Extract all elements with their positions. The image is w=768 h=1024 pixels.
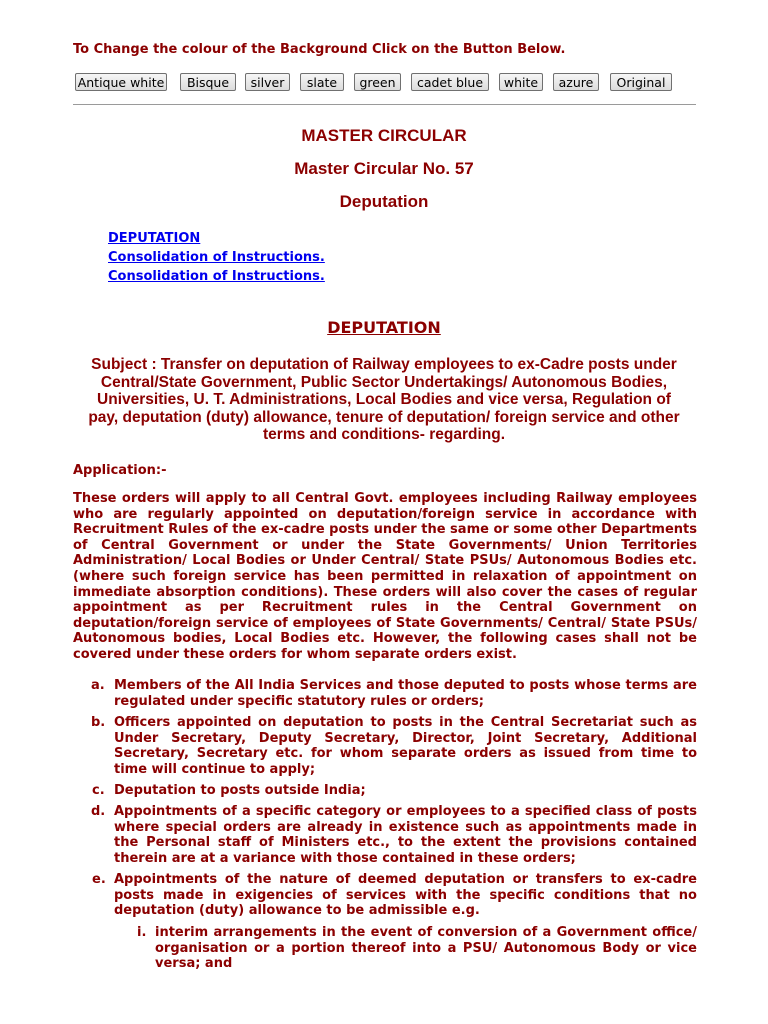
silver-button[interactable]: silver <box>245 73 290 91</box>
application-paragraph: These orders will apply to all Central Govt. employees including Railway employees who are regularly appointed on deputation/foreign service in accordance with Recruitment Rules of the ex-cadre posts under the same or some other Departments of Central Government or under the State Governments/ Union Territories Administration/ Local Bodies or Under Central/ State PSUs/ Autonomous Bodies etc. (where such foreign service has been permitted in relaxation of appointment on immediate absorption conditions). These orders will also cover the cases of regular appointment as per Recruitment rules in the Central Government on deputation/foreign service of employees of State Governments/ Central/ State PSUs/ Autonomous bodies, Local Bodies etc. However, the following cases shall not be covered under these orders for whom separate orders exist. <box>73 491 697 662</box>
subject-text: Subject : Transfer on deputation of Railway employees to ex-Cadre posts under Central/State Government, Public Sector Undertakings/ Autonomous Bodies, Universities, U. T. Administrations, Local Bodies and vice versa, Regulation of pay, deputation (duty) allowance, tenure of deputation/ foreign service and other terms and conditions- regarding. <box>88 356 680 443</box>
bisque-button[interactable]: Bisque <box>180 73 236 91</box>
sublist-marker: i. <box>137 925 147 940</box>
green-button[interactable]: green <box>354 73 401 91</box>
cadet-blue-button[interactable]: cadet blue <box>411 73 489 91</box>
slate-button[interactable]: slate <box>300 73 344 91</box>
white-button[interactable]: white <box>499 73 543 91</box>
deputation-heading: Deputation <box>339 192 429 211</box>
toc-link-consolidation-2[interactable]: Consolidation of Instructions. <box>108 269 325 284</box>
master-circular-heading: MASTER CIRCULAR <box>301 126 467 145</box>
toc-link-deputation[interactable]: DEPUTATION <box>108 231 201 246</box>
list-marker: e. <box>92 872 106 887</box>
list-item: Appointments of a specific category or employees to a specified class of posts where special orders are already in existence such as appointments made in the Personal staff of Ministers etc., to the extent the provisions contained therein are at a variance with those contained in these orders; <box>114 804 697 866</box>
list-marker: c. <box>92 783 105 798</box>
divider <box>73 104 696 105</box>
list-item: Members of the All India Services and those deputed to posts whose terms are regulated under specific statutory rules or orders; <box>114 678 697 709</box>
background-instruction: To Change the colour of the Background Click on the Button Below. <box>73 42 566 57</box>
original-button[interactable]: Original <box>610 73 672 91</box>
toc-link-consolidation-1[interactable]: Consolidation of Instructions. <box>108 250 325 265</box>
application-label: Application:- <box>73 463 167 478</box>
list-item: Officers appointed on deputation to posts in the Central Secretariat such as Under Secretary, Deputy Secretary, Director, Joint Secretary, Additional Secretary, Secretary etc. for whom separate orders as issued from time to time will continue to apply; <box>114 715 697 777</box>
azure-button[interactable]: azure <box>553 73 599 91</box>
circular-number-heading: Master Circular No. 57 <box>294 159 474 178</box>
section-title: DEPUTATION <box>327 318 441 337</box>
antique-white-button[interactable]: Antique white <box>75 73 167 91</box>
list-item: Deputation to posts outside India; <box>114 783 366 798</box>
sublist-item: interim arrangements in the event of conversion of a Government office/ organisation or a portion thereof into a PSU/ Autonomous Body or vice versa; and <box>155 925 697 972</box>
list-item: Appointments of the nature of deemed deputation or transfers to ex-cadre posts made in exigencies of services with the specific conditions that no deputation (duty) allowance to be admissible e.g. <box>114 872 697 919</box>
list-marker: b. <box>91 715 106 730</box>
list-marker: a. <box>91 678 105 693</box>
list-marker: d. <box>91 804 106 819</box>
table-of-contents <box>108 229 325 286</box>
